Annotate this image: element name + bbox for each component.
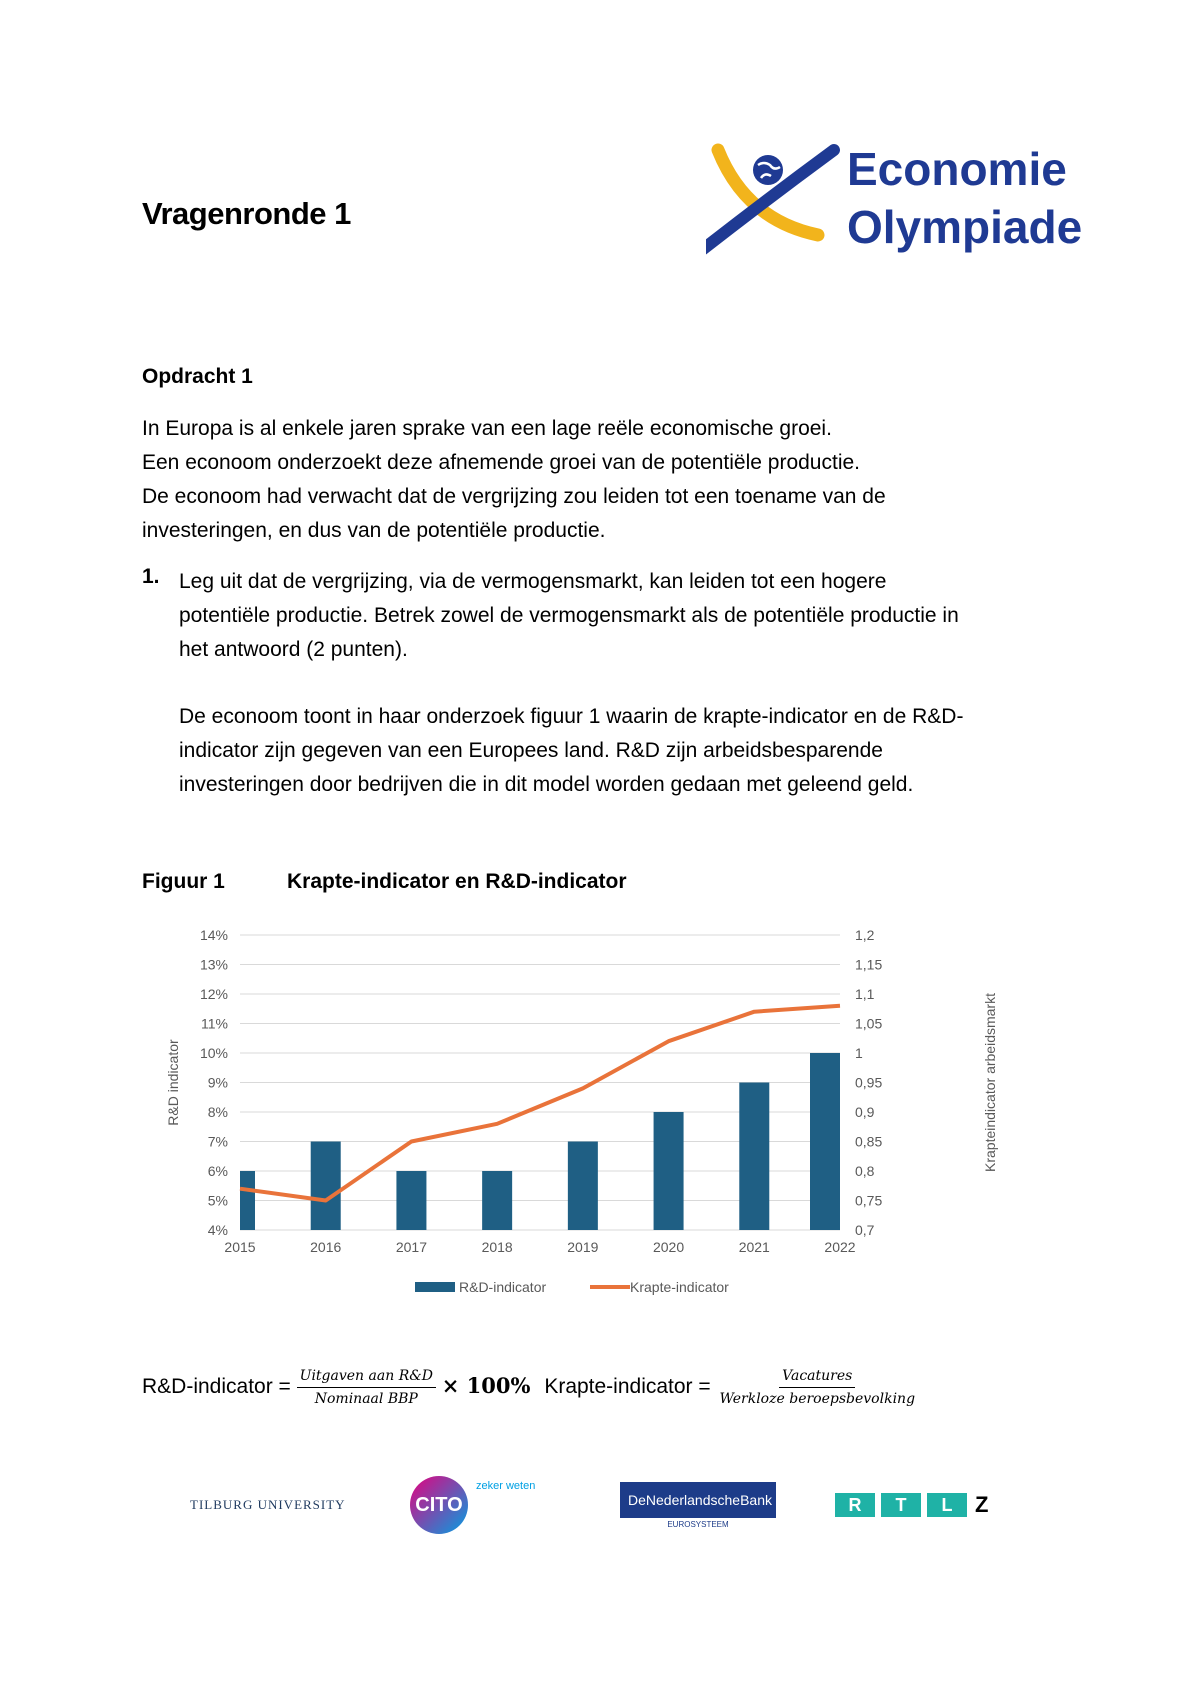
y-right-tick-label: 1,1 (855, 986, 875, 1002)
formulas (142, 1368, 1102, 1418)
y-tick-label: 14% (199, 927, 228, 943)
y-tick-label: 6% (207, 1163, 228, 1179)
y-right-tick-label: 1,05 (855, 1015, 883, 1032)
dnb-sub: EUROSYSTEEM (667, 1519, 729, 1529)
rtl-z: Z (975, 1492, 989, 1517)
krapte-denominator: Werkloze beroepsbevolking (719, 1391, 916, 1407)
krapte-numerator: Vacatures (779, 1368, 855, 1388)
context-line: investeringen door bedrijven die in dit model worden gedaan met geleend geld. (179, 773, 914, 796)
y-tick-label: 9% (207, 1074, 228, 1091)
x-tick-label: 2018 (481, 1239, 513, 1255)
x-tick-label: 2019 (567, 1239, 599, 1255)
figure-label: Figuur 1 (142, 870, 225, 893)
rd-formula-label: R&D-indicator = (142, 1375, 291, 1399)
context-paragraph (179, 700, 1079, 802)
page-title: Vragenronde 1 (142, 196, 351, 231)
y-right-tick-label: 0,7 (855, 1222, 875, 1238)
legend-swatch-rd (415, 1282, 455, 1292)
legend-label-rd: R&D-indicator (459, 1279, 547, 1295)
x-tick-label: 2016 (310, 1239, 342, 1255)
bar-rd-indicator (810, 1053, 840, 1230)
krapte-formula-label: Krapte-indicator = (544, 1375, 711, 1399)
y-right-tick-label: 0,8 (855, 1163, 875, 1179)
x-tick-label: 2015 (224, 1239, 256, 1255)
rd-fraction (297, 1368, 436, 1407)
intro-line: Een econoom onderzoekt deze afnemende groei van de potentiële productie. (142, 451, 860, 474)
rtl-letter: R (835, 1493, 875, 1517)
bar-rd-indicator (396, 1171, 426, 1230)
context-line: indicator zijn gegeven van een Europees land. R&D zijn arbeidsbesparende (179, 739, 883, 762)
sponsor-logos (190, 1470, 1040, 1540)
y-right-tick-label: 0,75 (855, 1192, 883, 1209)
y-right-tick-label: 1,2 (855, 927, 875, 943)
y-tick-label: 13% (199, 956, 228, 973)
y-tick-label: 10% (199, 1045, 228, 1061)
y-right-tick-label: 1,15 (855, 956, 883, 973)
question-number: 1. (142, 565, 160, 588)
logo-text-economie: Economie (847, 143, 1067, 195)
y-right-tick-label: 0,95 (855, 1074, 883, 1091)
krapte-fraction (717, 1368, 919, 1407)
legend-label-krapte: Krapte-indicator (630, 1279, 729, 1295)
y-tick-label: 4% (207, 1222, 228, 1238)
intro-line: De econoom had verwacht dat de vergrijzing zou leiden tot een toename van de (142, 485, 886, 508)
rtl-letter: L (927, 1493, 967, 1517)
x-tick-label: 2022 (824, 1239, 856, 1255)
logo-text-olympiade: Olympiade (847, 201, 1083, 253)
cito-badge: CITO (410, 1476, 468, 1534)
intro-line: investeringen, en dus van de potentiële productie. (142, 519, 606, 542)
dnb-name: DeNederlandscheBank (620, 1482, 776, 1518)
x-tick-label: 2020 (652, 1239, 685, 1255)
rd-denominator: Nominaal BBP (314, 1391, 418, 1407)
rd-multiplier: × 100% (441, 1373, 531, 1399)
y-tick-label: 12% (199, 986, 228, 1002)
y-right-tick-label: 0,9 (855, 1104, 875, 1120)
bar-rd-indicator (482, 1171, 512, 1230)
bar-rd-indicator (240, 1171, 255, 1230)
bar-rd-indicator (739, 1083, 769, 1231)
y-right-axis-title: Krapteindicator arbeidsmarkt (982, 993, 998, 1172)
intro-paragraph (142, 412, 1082, 548)
y-right-tick-label: 1 (855, 1045, 863, 1061)
cito-tagline: zeker weten (476, 1480, 536, 1492)
dnb-logo (620, 1470, 776, 1540)
y-right-tick-label: 0,85 (855, 1133, 883, 1150)
figure-title: Krapte-indicator en R&D-indicator (287, 870, 627, 893)
question-line: Leg uit dat de vergrijzing, via de vermogensmarkt, kan leiden tot een hogere (179, 570, 887, 593)
x-tick-label: 2021 (738, 1239, 770, 1255)
y-tick-label: 7% (207, 1133, 228, 1150)
tilburg-text: TILBURG UNIVERSITY (190, 1497, 346, 1512)
context-line: De econoom toont in haar onderzoek figuur 1 waarin de krapte-indicator en de R&D- (179, 705, 964, 728)
globe-icon (753, 155, 783, 185)
x-tick-label: 2017 (395, 1239, 428, 1255)
intro-line: In Europa is al enkele jaren sprake van een lage reële economische groei. (142, 417, 832, 440)
y-tick-label: 11% (201, 1015, 228, 1032)
bar-rd-indicator (311, 1142, 341, 1231)
tilburg-university-logo (190, 1470, 346, 1540)
question-text (179, 565, 1079, 667)
y-tick-label: 8% (207, 1104, 228, 1120)
cito-logo (410, 1470, 535, 1540)
question-line: het antwoord (2 punten). (179, 638, 408, 661)
combo-chart (150, 915, 1030, 1340)
question-line: potentiële productie. Betrek zowel de vermogensmarkt als de potentiële productie in (179, 604, 959, 627)
rtl-z-logo (835, 1470, 988, 1540)
y-axis-title: R&D indicator (165, 1039, 181, 1126)
rtl-letter: T (881, 1493, 921, 1517)
y-tick-label: 5% (207, 1192, 228, 1209)
section-heading: Opdracht 1 (142, 365, 253, 388)
bar-rd-indicator (568, 1142, 598, 1231)
bar-rd-indicator (654, 1112, 684, 1230)
rd-numerator: Uitgaven aan R&D (297, 1368, 436, 1388)
